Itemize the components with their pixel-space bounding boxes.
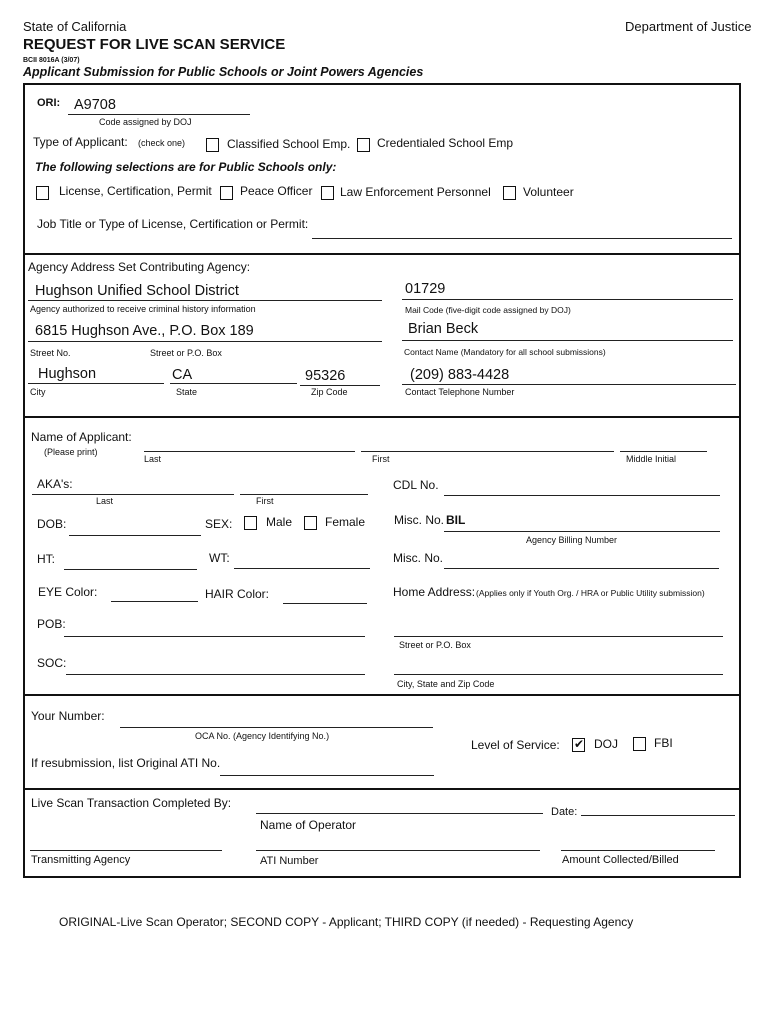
applicant-name-label: Name of Applicant: [31,430,132,444]
credentialed-checkbox[interactable] [357,138,370,152]
peace-officer-label: Peace Officer [240,184,313,198]
date-line[interactable] [581,815,735,816]
weight-label: WT: [209,551,230,565]
street-caption: Street or P.O. Box [150,348,222,358]
resubmission-label: If resubmission, list Original ATI No. [31,756,221,770]
billing-caption: Agency Billing Number [526,535,618,545]
ori-value[interactable]: A9708 [74,97,116,113]
distribution-note: ORIGINAL-Live Scan Operator; SECOND COPY - Applicant; THIRD COPY (if needed) - Requesting Agency [59,915,634,929]
sex-label: SEX: [205,517,233,531]
misc-no-value[interactable]: BIL [446,513,466,527]
completed-by-label: Live Scan Transaction Completed By: [31,796,232,810]
dob-label: DOB: [37,517,67,531]
last-caption: Last [144,454,162,464]
zip-code[interactable]: 95326 [305,368,346,384]
agency-name-line [28,300,382,301]
zip-caption: Zip Code [311,387,348,397]
job-title-label: Job Title or Type of License, Certification or Permit: [37,217,309,231]
amount-line[interactable] [561,850,715,851]
type-applicant-label: Type of Applicant: [33,135,128,149]
last-name-line[interactable] [144,451,355,452]
operator-caption: Name of Operator [260,818,357,832]
ati-number-caption: ATI Number [260,855,319,867]
aka-last-line[interactable] [32,494,234,495]
volunteer-checkbox[interactable] [503,186,516,200]
height-line[interactable] [64,569,197,570]
state-caption: State [176,387,198,397]
misc-no-2-label: Misc. No. [393,551,444,565]
transmitting-agency-line[interactable] [30,850,222,851]
state-label: State of California [23,19,127,34]
please-print-note: (Please print) [44,447,98,457]
pob-label: POB: [37,617,66,631]
aka-last-caption: Last [96,496,114,506]
weight-line[interactable] [234,568,370,569]
ori-caption: Code assigned by DOJ [99,117,192,127]
first-name-line[interactable] [361,451,614,452]
home-street-caption: Street or P.O. Box [399,640,471,650]
soc-label: SOC: [37,656,67,670]
your-number-label: Your Number: [31,709,105,723]
eye-color-line[interactable] [111,601,198,602]
mail-code-line [402,299,733,300]
first-caption: First [372,454,390,464]
transmitting-agency-caption: Transmitting Agency [31,854,131,866]
aka-first-caption: First [256,496,274,506]
contact-name-caption: Contact Name (Mandatory for all school submissions) [404,347,606,357]
contact-phone[interactable]: (209) 883-4428 [410,367,510,383]
section-divider [23,253,741,255]
checkmark-icon: ✔ [574,737,585,751]
ori-line [68,114,250,115]
agency-caption: Agency authorized to receive criminal history information [30,304,256,314]
date-label: Date: [551,806,578,818]
city-caption: City [30,387,46,397]
contact-name-line [402,340,733,341]
home-city-caption: City, State and Zip Code [397,679,495,689]
hair-color-line[interactable] [283,603,367,604]
form-number: BCII 8016A (3/07) [23,57,80,64]
law-enforcement-label: Law Enforcement Personnel [340,185,491,199]
city-line [28,383,164,384]
pob-line[interactable] [64,636,365,637]
home-city-line[interactable] [394,674,723,675]
aka-label: AKA's: [37,477,73,491]
misc-no-line [444,531,720,532]
ati-number-line[interactable] [256,850,540,851]
home-address-label: Home Address: [393,585,476,599]
mail-code-caption: Mail Code (five-digit code assigned by DOJ) [405,305,571,315]
female-label: Female [325,515,366,529]
female-checkbox[interactable] [304,516,317,530]
state[interactable]: CA [172,367,193,383]
credentialed-label: Credentialed School Emp [377,136,514,150]
contact-name[interactable]: Brian Beck [408,321,479,337]
city[interactable]: Hughson [38,366,97,382]
section-divider [23,694,741,696]
oca-caption: OCA No. (Agency Identifying No.) [195,731,330,741]
middle-initial-line[interactable] [620,451,707,452]
agency-name[interactable]: Hughson Unified School District [35,283,239,299]
phone-line [402,384,736,385]
street-line [28,341,382,342]
dob-line[interactable] [69,535,201,536]
doj-label: DOJ [594,737,618,751]
hair-color-label: HAIR Color: [205,587,270,601]
your-number-line[interactable] [120,727,433,728]
soc-line[interactable] [66,674,365,675]
aka-first-line[interactable] [240,494,368,495]
eye-color-label: EYE Color: [38,585,98,599]
male-checkbox[interactable] [244,516,257,530]
license-checkbox[interactable] [36,186,49,200]
department-label: Department of Justice [625,19,752,34]
operator-line[interactable] [256,813,543,814]
male-label: Male [266,515,293,529]
phone-caption: Contact Telephone Number [405,387,515,397]
type-applicant-note: (check one) [138,138,186,148]
fbi-checkbox[interactable] [633,737,646,751]
section-divider [23,788,741,790]
level-of-service-label: Level of Service: [471,738,560,752]
fbi-label: FBI [654,736,673,750]
middle-caption: Middle Initial [626,454,677,464]
home-street-line[interactable] [394,636,723,637]
zip-line [300,385,380,386]
peace-officer-checkbox[interactable] [220,186,233,200]
misc-no-2-line[interactable] [444,568,719,569]
form-title: REQUEST FOR LIVE SCAN SERVICE [23,36,286,53]
cdl-line[interactable] [444,495,720,496]
law-enforcement-checkbox[interactable] [321,186,334,200]
home-address-note: (Applies only if Youth Org. / HRA or Public Utility submission) [476,588,705,598]
agency-heading: Agency Address Set Contributing Agency: [28,260,251,274]
street-no-caption: Street No. [30,348,71,358]
resubmission-line[interactable] [220,775,434,776]
mail-code[interactable]: 01729 [405,281,446,297]
classified-label: Classified School Emp. [227,137,351,151]
amount-caption: Amount Collected/Billed [562,854,679,866]
form-subtitle: Applicant Submission for Public Schools or Joint Powers Agencies [23,65,424,79]
classified-checkbox[interactable] [206,138,219,152]
doj-checkbox[interactable] [572,738,585,752]
street-address[interactable]: 6815 Hughson Ave., P.O. Box 189 [35,323,254,339]
job-title-line[interactable] [312,238,732,239]
license-label: License, Certification, Permit [59,184,212,198]
cdl-label: CDL No. [393,478,439,492]
ori-label: ORI: [37,97,61,109]
section-divider [23,416,741,418]
state-line [170,383,297,384]
height-label: HT: [37,552,55,566]
volunteer-label: Volunteer [523,185,574,199]
public-schools-note: The following selections are for Public Schools only: [35,160,337,174]
misc-no-label: Misc. No. [394,513,445,527]
